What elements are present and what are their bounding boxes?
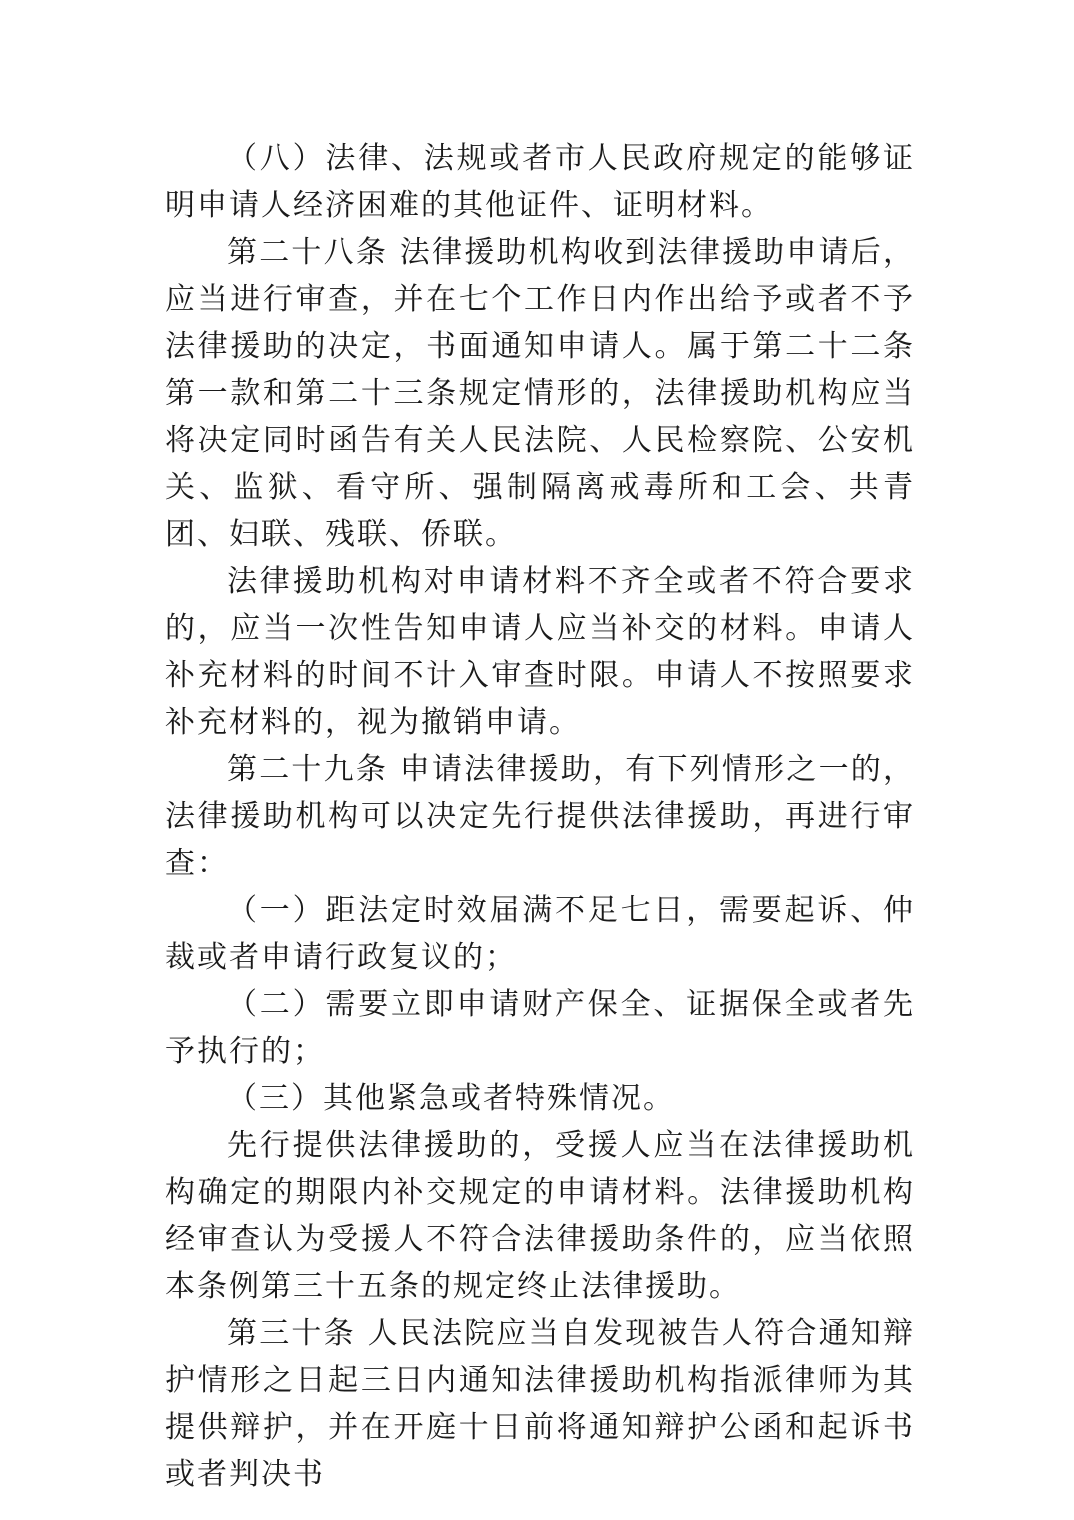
paragraph-article-29-item-2: （二）需要立即申请财产保全、证据保全或者先予执行的； <box>165 987 915 1069</box>
paragraph-article-28: 第二十八条 法律援助机构收到法律援助申请后，应当进行审查，并在七个工作日内作出给予或者不予法律援助的决定，书面通知申请人。属于第二十二条第一款和第二十三条规定情形的，法律援助机构应当将决定同时函告有关人民法院、人民检察院、公安机关、监狱、看守所、强制隔离戒毒所和工会、共青团、妇联、残联、侨联。 <box>165 235 915 552</box>
paragraph-article-29-item-1: （一）距法定时效届满不足七日，需要起诉、仲裁或者申请行政复议的； <box>165 893 915 975</box>
paragraph-article-29-item-3: （三）其他紧急或者特殊情况。 <box>227 1081 675 1116</box>
paragraph-article-29: 第二十九条 申请法律援助，有下列情形之一的，法律援助机构可以决定先行提供法律援助，再进行审查： <box>165 752 915 881</box>
document-page <box>165 135 915 1498</box>
paragraph-item-8-clause: （八）法律、法规或者市人民政府规定的能够证明申请人经济困难的其他证件、证明材料。 <box>165 141 915 223</box>
paragraph-article-29-followup: 先行提供法律援助的，受援人应当在法律援助机构确定的期限内补交规定的申请材料。法律援助机构经审查认为受援人不符合法律援助条件的，应当依照本条例第三十五条的规定终止法律援助。 <box>165 1128 915 1304</box>
paragraph-article-28-supplement: 法律援助机构对申请材料不齐全或者不符合要求的，应当一次性告知申请人应当补交的材料。申请人补充材料的时间不计入审查时限。申请人不按照要求补充材料的，视为撤销申请。 <box>165 564 915 740</box>
paragraph-article-30: 第三十条 人民法院应当自发现被告人符合通知辩护情形之日起三日内通知法律援助机构指派律师为其提供辩护，并在开庭十日前将通知辩护公函和起诉书或者判决书 <box>165 1316 915 1492</box>
